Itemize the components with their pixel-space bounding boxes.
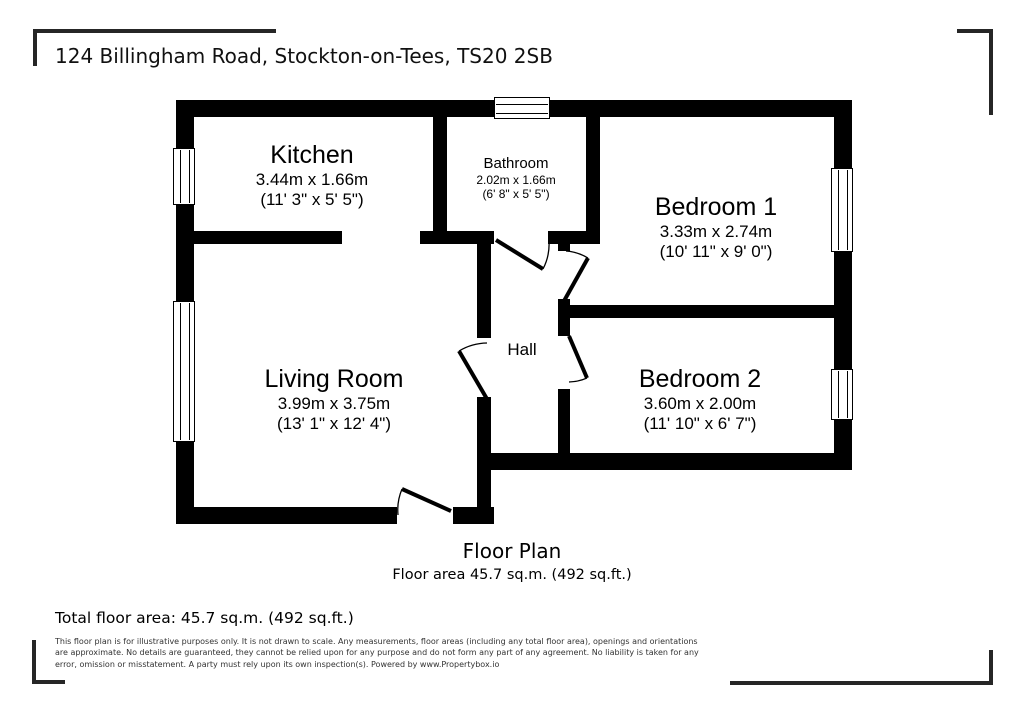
room-label-bedroom2 bbox=[600, 364, 800, 435]
plan-caption-title: Floor Plan bbox=[462, 539, 562, 563]
bedroom2-metric: 3.60m x 2.00m bbox=[643, 394, 757, 413]
bedroom1-imperial: (10' 11" x 9' 0") bbox=[659, 242, 773, 262]
bedroom1-metric: 3.33m x 2.74m bbox=[659, 222, 773, 241]
kitchen-imperial: (11' 3" x 5' 5") bbox=[260, 190, 364, 210]
entrance-door-arc bbox=[398, 489, 402, 515]
entrance-door-leaf bbox=[402, 489, 451, 511]
kitchen-metric: 3.44m x 1.66m bbox=[255, 170, 369, 189]
disclaimer-text: This floor plan is for illustrative purposes only. It is not drawn to scale. Any measurements, floor areas (including any total floor area), openings and orientations are approximate. No details are guaranteed, they cannot be relied upon for any purpose and do not form any part of any agreement. No liability is taken for any error, omission or misstatement. A party must rely upon its own inspection(s). Powered by www.Propertybox.io bbox=[55, 637, 699, 669]
total-floor-area: Total floor area: 45.7 sq.m. (492 sq.ft.) bbox=[55, 609, 354, 627]
bedroom2-name: Bedroom 2 bbox=[638, 365, 762, 393]
bathroom-metric: 2.02m x 1.66m bbox=[476, 173, 556, 187]
bedroom1-door-leaf bbox=[564, 258, 588, 301]
livingroom-name: Living Room bbox=[264, 365, 404, 393]
bedroom1-door-arc bbox=[566, 251, 588, 258]
hall-name: Hall bbox=[507, 340, 537, 359]
livingroom-imperial: (13' 1" x 12' 4") bbox=[276, 414, 391, 434]
bedroom2-imperial: (11' 10" x 6' 7") bbox=[643, 414, 757, 434]
hall-livingroom-door-leaf bbox=[459, 351, 487, 399]
bedroom2-door-arc bbox=[569, 378, 587, 382]
room-label-kitchen bbox=[212, 140, 412, 211]
address-title: 124 Billingham Road, Stockton-on-Tees, TS20 2SB bbox=[55, 44, 553, 68]
room-label-bathroom bbox=[441, 155, 591, 202]
bathroom-door-leaf bbox=[496, 240, 543, 269]
bathroom-door-arc bbox=[543, 241, 549, 269]
bedroom2-door-leaf bbox=[569, 336, 587, 378]
livingroom-metric: 3.99m x 3.75m bbox=[277, 394, 391, 413]
bedroom1-name: Bedroom 1 bbox=[654, 193, 778, 221]
room-label-livingroom bbox=[234, 364, 434, 435]
bathroom-imperial: (6' 8" x 5' 5") bbox=[482, 187, 550, 202]
room-label-hall bbox=[491, 340, 553, 360]
plan-caption-area: Floor area 45.7 sq.m. (492 sq.ft.) bbox=[392, 567, 632, 583]
room-label-bedroom1 bbox=[616, 192, 816, 263]
hall-livingroom-door-arc bbox=[459, 343, 487, 351]
kitchen-name: Kitchen bbox=[270, 141, 354, 169]
bathroom-name: Bathroom bbox=[483, 155, 549, 172]
